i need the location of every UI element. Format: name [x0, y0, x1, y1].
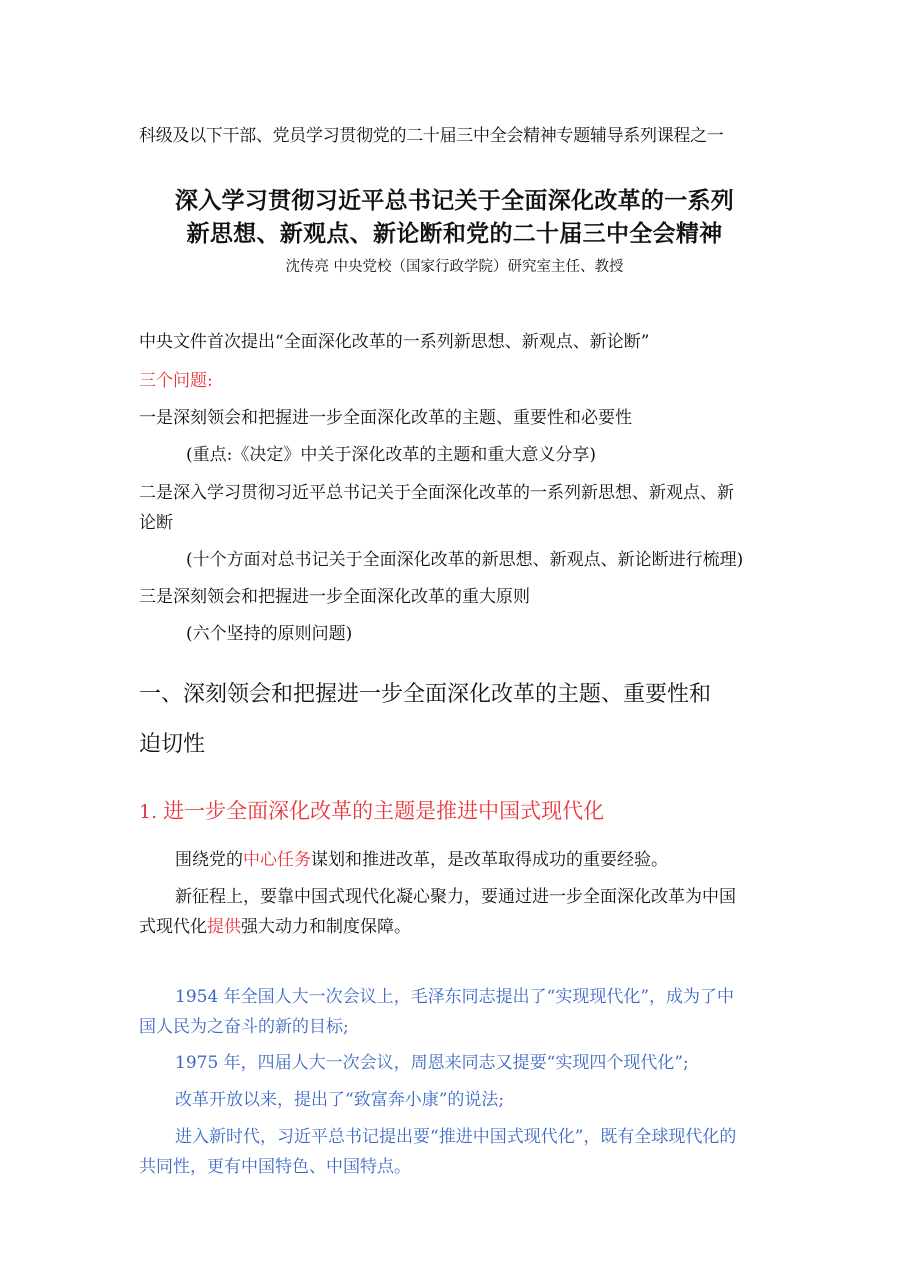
- question-1: 一是深刻领会和把握进一步全面深化改革的主题、重要性和必要性: [139, 408, 632, 428]
- history-new-era-line1: 进入新时代，习近平总书记提出要“推进中国式现代化”，既有全球现代化的: [175, 1127, 737, 1147]
- section-heading-line2: 迫切性: [139, 732, 206, 757]
- question-3-note: (六个坚持的原则问题): [186, 624, 353, 644]
- author-line: 沈传亮 中央党校（国家行政学院）研究室主任、教授: [285, 259, 624, 275]
- subsection-heading: [139, 795, 604, 825]
- question-2-line1: 二是深入学习贯彻习近平总书记关于全面深化改革的一系列新思想、新观点、新: [139, 483, 734, 503]
- series-caption: 科级及以下干部、党员学习贯彻党的二十届三中全会精神专题辅导系列课程之一: [139, 126, 724, 146]
- history-1954-line2: 国人民为之奋斗的新的目标;: [139, 1017, 349, 1037]
- history-1975: 1975 年，四届人大一次会议，周恩来同志又提要“实现四个现代化”;: [175, 1053, 689, 1073]
- section-heading-line1: 一、深刻领会和把握进一步全面深化改革的主题、重要性和: [139, 682, 712, 707]
- paragraph-2-text-end: 强大动力和制度保障。: [241, 917, 411, 937]
- document-title-line2: 新思想、新观点、新论断和党的二十届三中全会精神: [186, 221, 723, 247]
- questions-label: 三个问题:: [139, 371, 213, 391]
- subsection-number: 1.: [139, 801, 158, 823]
- subsection-heading-text: 进一步全面深化改革的主题是推进中国式现代化: [163, 799, 605, 823]
- question-3: 三是深刻领会和把握进一步全面深化改革的重大原则: [139, 587, 530, 607]
- paragraph-2-line1: 新征程上，要靠中国式现代化凝心聚力，要通过进一步全面深化改革为中国: [175, 887, 736, 907]
- question-1-note: (重点:《决定》中关于深化改革的主题和重大意义分享): [186, 445, 596, 465]
- intro-line: 中央文件首次提出“全面深化改革的一系列新思想、新观点、新论断”: [139, 332, 650, 352]
- paragraph-2-line2: [139, 912, 411, 937]
- question-2-line2: 论断: [139, 513, 173, 533]
- paragraph-2-highlight: 提供: [207, 917, 241, 937]
- document-title-line1: 深入学习贯彻习近平总书记关于全面深化改革的一系列: [174, 188, 735, 214]
- history-reform: 改革开放以来，提出了“致富奔小康”的说法;: [175, 1090, 505, 1110]
- history-new-era-line2: 共同性，更有中国特色、中国特点。: [139, 1157, 411, 1177]
- paragraph-1-highlight: 中心任务: [243, 850, 311, 870]
- paragraph-1-text-end: 谋划和推进改革，是改革取得成功的重要经验。: [311, 850, 668, 870]
- question-2-note: (十个方面对总书记关于全面深化改革的新思想、新观点、新论断进行梳理): [186, 550, 744, 570]
- history-1954-line1: 1954 年全国人大一次会议上，毛泽东同志提出了“实现现代化”，成为了中: [175, 987, 735, 1007]
- paragraph-2-text: 式现代化: [139, 917, 207, 937]
- paragraph-1-text: 围绕党的: [175, 850, 243, 870]
- paragraph-1: [175, 845, 668, 870]
